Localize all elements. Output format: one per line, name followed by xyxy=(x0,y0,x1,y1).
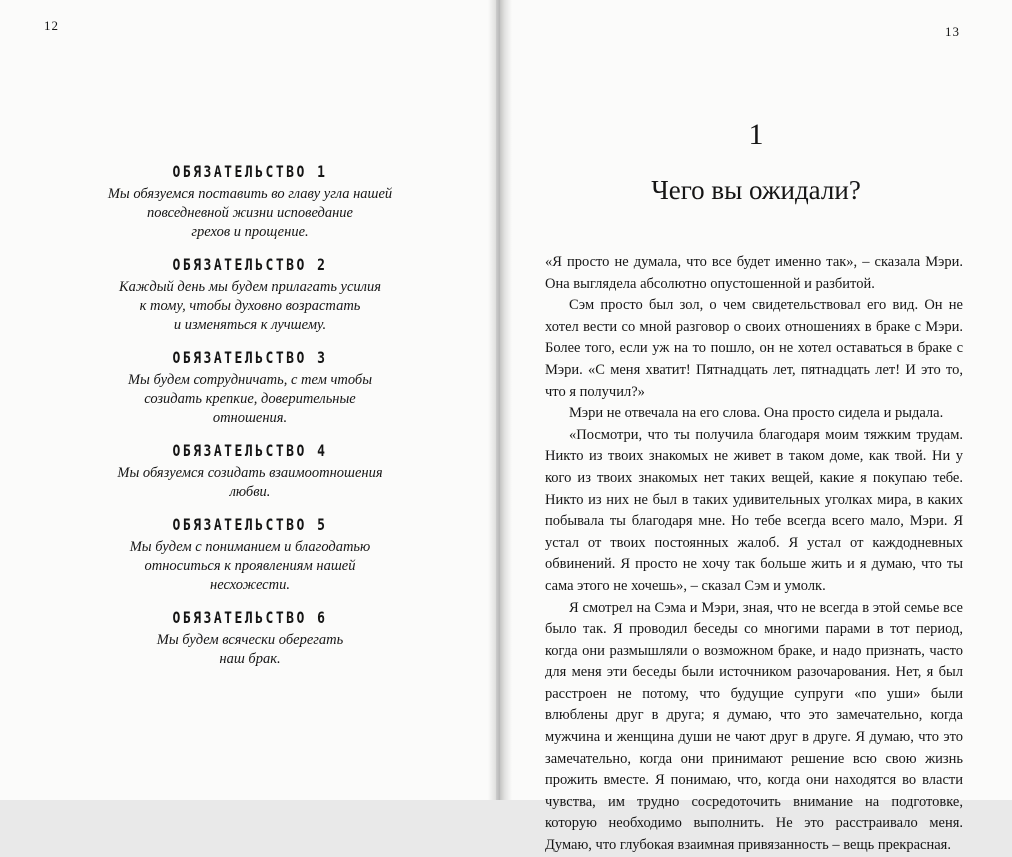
book-gutter xyxy=(488,0,512,800)
commitment-6 xyxy=(90,611,410,669)
commitment-text: Мы обязуемся поставить во главу угла нашей повседневной жизни исповедание грехов и прощение. xyxy=(107,186,393,240)
chapter-body xyxy=(545,252,963,857)
commitment-text: Мы будем всячески оберегать наш брак. xyxy=(156,632,344,667)
commitment-text: Мы будем сотрудничать, с тем чтобы созидать крепкие, доверительные отношения. xyxy=(127,372,373,426)
commitment-text: Мы будем с пониманием и благодатью относиться к проявлениям нашей несхожести. xyxy=(129,539,371,593)
commitment-title: ОБЯЗАТЕЛЬСТВО 4 xyxy=(172,442,328,461)
page-number-left: 12 xyxy=(44,18,59,33)
paragraph: «Я просто не думала, что все будет именно так», – сказала Мэри. Она выглядела абсолютно опустошенной и разбитой. xyxy=(545,254,963,292)
page-number-right: 13 xyxy=(945,24,960,39)
commitment-3 xyxy=(90,351,410,428)
commitment-1 xyxy=(90,165,410,242)
paragraph: «Посмотри, что ты получила благодаря моим тяжким трудам. Никто из твоих знакомых не живет в таком доме, как твой. Ни у кого из твоих знакомых нет таких вещей, какие я покупаю тебе. Никто из них не был в таких удивительных уголках мира, в каких побывала ты благодаря мне. Но тебе всегда всего мало, Мэри. Я устал от твоих постоянных жалоб. Я устал от каждодневных обвинений. Я просто не хочу так больше жить и я думаю, что ты сама этого не хочешь», – сказал Сэм и умолк. xyxy=(545,426,963,594)
commitment-title: ОБЯЗАТЕЛЬСТВО 3 xyxy=(172,349,328,368)
chapter-title: Чего вы ожидали? xyxy=(651,175,861,205)
paragraph: Мэри не отвечала на его слова. Она просто сидела и рыдала. xyxy=(569,405,944,422)
right-page xyxy=(500,0,1012,854)
commitment-title: ОБЯЗАТЕЛЬСТВО 5 xyxy=(172,516,328,535)
paragraph: Сэм просто был зол, о чем свидетельствовал его вид. Он не хотел вести со мной разговор о своих отношениях в браке с Мэри. Более того, если уж на то пошло, он не хотел оставаться в браке с Мэри. «С меня хватит! Пятнадцать лет, пятнадцать лет! И это то, что я получил?» xyxy=(545,297,963,400)
commitment-title: ОБЯЗАТЕЛЬСТВО 1 xyxy=(172,163,328,182)
left-page xyxy=(0,0,496,800)
commitment-4 xyxy=(90,444,410,502)
paragraph: Я смотрел на Сэма и Мэри, зная, что не всегда в этой семье все было так. Я проводил беседы со многими парами в тот период, когда они размышляли о возможном браке, и надо признать, часто для меня эти беседы были источником разочарования. Нет, я был расстроен не потому, что будущие супруги «по уши» были влюблены друг в друга; я думаю, что это замечательно, когда мужчина и женщина души не чают друг в друге. Я думаю, что это замечательно, когда они принимают решение всю свою жизнь прожить вместе. Я понимаю, что, когда они находятся во власти чувства, им трудно сосредоточить внимание на подготовке, которую необходимо выполнить. Не это расстраивало меня. Думаю, что глубокая взаимная привязанность – вещь прекрасная. xyxy=(545,599,963,854)
commitment-text: Каждый день мы будем прилагать усилия к тому, чтобы духовно возрастать и изменяться к лучшему. xyxy=(119,279,381,333)
commitment-2 xyxy=(90,258,410,335)
commitment-title: ОБЯЗАТЕЛЬСТВО 2 xyxy=(172,256,328,275)
commitment-text: Мы обязуемся созидать взаимоотношения любви. xyxy=(117,465,383,500)
chapter-number: 1 xyxy=(748,118,764,151)
commitment-5 xyxy=(90,518,410,595)
commitments-list xyxy=(90,165,410,685)
commitment-title: ОБЯЗАТЕЛЬСТВО 6 xyxy=(172,609,328,628)
